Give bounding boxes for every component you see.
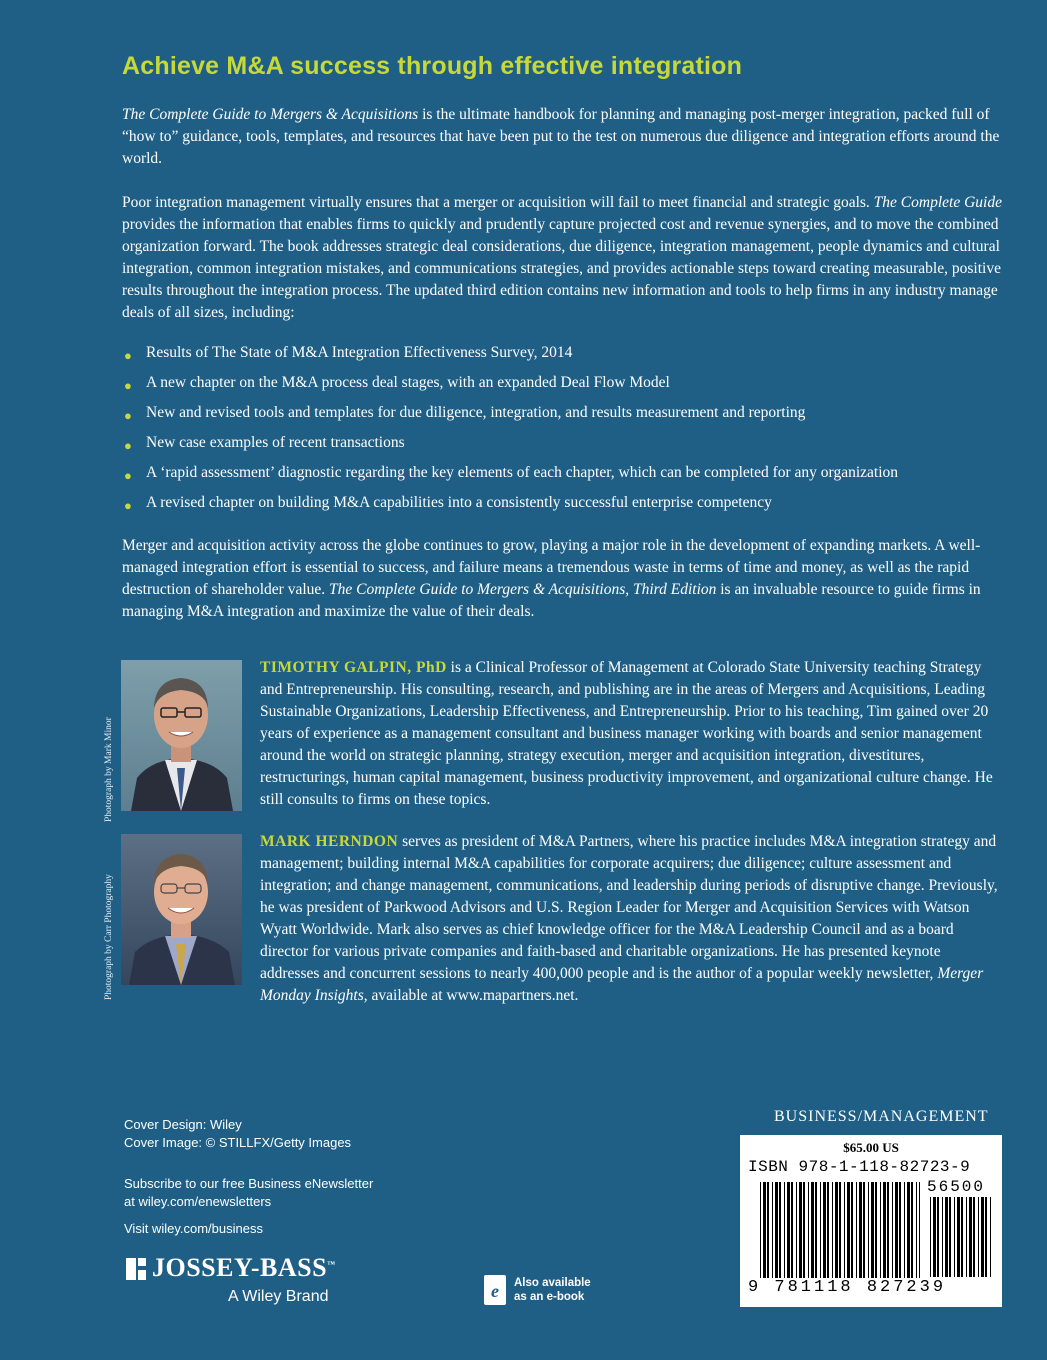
- category-label: BUSINESS/MANAGEMENT: [774, 1108, 989, 1125]
- barcode-bar: [875, 1182, 877, 1278]
- newsletter-info: [124, 1175, 373, 1211]
- barcode-bar: [835, 1182, 838, 1278]
- para3-text-2: is an invaluable resource to guide firms in managing M&A integration and maximize the value of their deals.: [122, 581, 981, 620]
- jossey-bass-logo-icon: [124, 1256, 148, 1282]
- barcode-bar: [899, 1182, 901, 1278]
- cover-image-credit: Cover Image: © STILLFX/Getty Images: [124, 1135, 352, 1150]
- photo-credit-galpin: Photograph by Mark Minor: [104, 717, 114, 822]
- list-item-text: New case examples of recent transactions: [146, 434, 405, 451]
- barcode-bar: [957, 1197, 960, 1277]
- barcode-bar: [859, 1182, 862, 1278]
- barcode-bar: [796, 1182, 797, 1278]
- author-bio-text: is a Clinical Professor of Management at Colorado State University teaching Strategy and Entrepreneurship. His consulting, research, and publishing are in the areas of Mergers and Acquisitions, Leading Sustainable Organizations, Leadership Effectiveness, and Entrepreneurship. Prior to his teaching, Tim gained over 20 years of experience as a management consultant and business manager working with boards and senior management around the world on strategic planning, strategy execution, merger and acquisition integration, divestitures, restructurings, human capital management, business productivity improvement, and organizational culture change. He still consults to firms on these topics.: [260, 659, 993, 808]
- barcode-bar: [820, 1182, 821, 1278]
- newsletter-title: Merger Monday Insights: [260, 965, 984, 1004]
- barcode-bar: [871, 1182, 874, 1278]
- barcode-bar: [907, 1182, 910, 1278]
- author-name-galpin: TIMOTHY GALPIN, PhD: [260, 659, 447, 676]
- barcode-bar: [930, 1197, 931, 1277]
- para2-text-2: provides the information that enables firms to quickly and prudently capture projected cost and revenue synergies, and to move the combined organization forward. The book addresses strategic deal considerations, due diligence, integration management, people dynamics and cultural integration, common integration mistakes, and communications strategies, and provides actionable steps toward creating measurable, positive results throughout the integration process. The updated third edition contains new information and tools to help firms in any industry manage deals of all sizes, including:: [122, 216, 1001, 321]
- bullet-icon: ●: [124, 468, 132, 483]
- barcode-bar: [904, 1182, 905, 1278]
- second-paragraph: [122, 192, 1002, 324]
- barcode-bar: [763, 1182, 766, 1278]
- barcode-bar: [954, 1197, 955, 1277]
- bullet-icon: ●: [124, 408, 132, 423]
- author-portrait-image: [121, 660, 242, 811]
- barcode-bar: [815, 1182, 817, 1278]
- barcode-bar: [937, 1197, 939, 1277]
- barcode-bar: [887, 1182, 889, 1278]
- barcode-bar: [919, 1182, 920, 1278]
- price-label: $65.00 US: [843, 1140, 899, 1155]
- ebook-icon: [484, 1275, 506, 1305]
- author-bio-end: , available at www.mapartners.net.: [363, 987, 579, 1004]
- barcode-bar: [779, 1182, 781, 1278]
- cover-design-credit: Cover Design: Wiley: [124, 1117, 242, 1132]
- barcode-box: [740, 1135, 1002, 1307]
- isbn-number: 9 781118 827239: [748, 1278, 947, 1297]
- barcode-bar: [863, 1182, 865, 1278]
- photo-credit-herndon: Photograph by Carr Photography: [104, 874, 114, 1000]
- author-portrait-image: [121, 834, 242, 985]
- addon-barcode-bars: [930, 1197, 992, 1277]
- barcode-bar: [772, 1182, 773, 1278]
- barcode-bar: [911, 1182, 913, 1278]
- isbn-label: ISBN 978-1-118-82723-9: [748, 1158, 971, 1176]
- barcode-bar: [966, 1197, 967, 1277]
- author-bio-herndon: [260, 831, 1000, 1007]
- bullet-icon: ●: [124, 438, 132, 453]
- visit-link[interactable]: Visit wiley.com/business: [124, 1221, 263, 1236]
- list-item: [122, 402, 1002, 432]
- list-item-text: A new chapter on the M&A process deal stages, with an expanded Deal Flow Model: [146, 374, 670, 391]
- barcode-bars: [760, 1182, 920, 1278]
- list-item: [122, 342, 1002, 372]
- barcode-bar: [933, 1197, 936, 1277]
- closing-paragraph: [122, 535, 1002, 623]
- author-bio-text: serves as president of M&A Partners, where his practice includes M&A integration strategy and management; building internal M&A capabilities for corporate acquirers; due diligence; culture assessment and integration; and change management, communications, and leadership during periods of disruptive change. Previously, he was president of Parkwood Advisors and U.S. Region Leader for Merger and Acquisition Services with Watson Wyatt Worldwide. Mark also serves as chief knowledge officer for the M&A Leadership Council and as a board director for various private companies and faith-based and charitable organizations. He has presented keynote addresses and concurrent sessions to nearly 400,000 people and is the author of a popular weekly newsletter,: [260, 833, 998, 982]
- author-bio-galpin: [260, 657, 1000, 811]
- list-item: [122, 432, 1002, 462]
- para2-text-1: Poor integration management virtually ensures that a merger or acquisition will fail to meet financial and strategic goals.: [122, 194, 874, 211]
- barcode-bar: [973, 1197, 975, 1277]
- barcode-bar: [851, 1182, 853, 1278]
- publisher-tagline: A Wiley Brand: [228, 1288, 329, 1305]
- feature-list: [122, 342, 1002, 522]
- author-name-herndon: MARK HERNDON: [260, 833, 399, 850]
- barcode-bar: [811, 1182, 814, 1278]
- barcode-bar: [892, 1182, 893, 1278]
- list-item: [122, 462, 1002, 492]
- list-item-text: New and revised tools and templates for due diligence, integration, and results measurement and reporting: [146, 404, 806, 421]
- para3-text-1: Merger and acquisition activity across the globe continues to grow, playing a major role in the development of expanding markets. A well-managed integration effort is essential to success, and failure means a tremendous waste in terms of time and money, as well as the rapid destruction of shareholder value.: [122, 537, 981, 598]
- ebook-notice: [484, 1275, 624, 1309]
- list-item: [122, 492, 1002, 522]
- cover-credits: [124, 1116, 351, 1152]
- list-item-text: Results of The State of M&A Integration Effectiveness Survey, 2014: [146, 344, 573, 361]
- list-item-text: A revised chapter on building M&A capabilities into a consistently successful enterprise competency: [146, 494, 772, 511]
- barcode-bar: [978, 1197, 979, 1277]
- barcode-bar: [775, 1182, 778, 1278]
- barcode-bar: [791, 1182, 793, 1278]
- ebook-line-2: as an e-book: [514, 1291, 585, 1303]
- para2-italic: The Complete Guide: [873, 194, 1002, 211]
- list-item: [122, 372, 1002, 402]
- trademark-mark: ™: [327, 1259, 336, 1269]
- barcode-bar: [969, 1197, 972, 1277]
- bullet-icon: ●: [124, 378, 132, 393]
- barcode-bar: [981, 1197, 984, 1277]
- barcode-bar: [895, 1182, 898, 1278]
- bullet-icon: ●: [124, 348, 132, 363]
- barcode-bar: [844, 1182, 845, 1278]
- publisher-logo: [124, 1253, 354, 1315]
- barcode-bar: [784, 1182, 785, 1278]
- svg-text:e: e: [491, 1281, 499, 1301]
- barcode-bar: [760, 1182, 761, 1278]
- intro-text: is the ultimate handbook for planning and managing post-merger integration, packed full of “how to” guidance, tools, templates, and resources that have been put to the test on numerous due diligence and integration efforts around the world.: [122, 106, 1000, 167]
- price-addon-code: 56500: [927, 1178, 986, 1196]
- barcode-bar: [868, 1182, 869, 1278]
- barcode-bar: [945, 1197, 948, 1277]
- barcode-bar: [880, 1182, 881, 1278]
- bullet-icon: ●: [124, 498, 132, 513]
- author-photo-galpin: [121, 660, 242, 811]
- barcode-bar: [985, 1197, 987, 1277]
- ebook-line-1: Also available: [514, 1277, 591, 1289]
- book-title-italic: The Complete Guide to Mergers & Acquisitions: [122, 106, 419, 123]
- barcode-bar: [949, 1197, 951, 1277]
- barcode-bar: [832, 1182, 833, 1278]
- barcode-bar: [787, 1182, 790, 1278]
- author-photo-herndon: [121, 834, 242, 985]
- para3-italic: The Complete Guide to Mergers & Acquisitions, Third Edition: [329, 581, 717, 598]
- barcode-bar: [808, 1182, 809, 1278]
- barcode-bar: [961, 1197, 963, 1277]
- barcode-bar: [823, 1182, 826, 1278]
- barcode-bar: [827, 1182, 829, 1278]
- publisher-name-text: JOSSEY-BASS: [152, 1253, 328, 1282]
- list-item-text: A ‘rapid assessment’ diagnostic regarding the key elements of each chapter, which can be completed for any organization: [146, 464, 898, 481]
- subscribe-line-2[interactable]: at wiley.com/enewsletters: [124, 1194, 272, 1209]
- ebook-text: [514, 1276, 591, 1304]
- back-cover-heading: Achieve M&A success through effective integration: [122, 52, 743, 80]
- barcode-bar: [990, 1197, 991, 1277]
- subscribe-line-1: Subscribe to our free Business eNewsletter: [124, 1176, 374, 1191]
- publisher-name: [152, 1253, 336, 1283]
- barcode-bar: [847, 1182, 850, 1278]
- barcode-bar: [799, 1182, 802, 1278]
- barcode-bar: [883, 1182, 886, 1278]
- intro-paragraph: [122, 104, 1002, 170]
- barcode-bar: [803, 1182, 805, 1278]
- barcode-bar: [916, 1182, 917, 1278]
- barcode-bar: [767, 1182, 769, 1278]
- barcode-bar: [942, 1197, 943, 1277]
- barcode-bar: [856, 1182, 857, 1278]
- barcode-bar: [839, 1182, 841, 1278]
